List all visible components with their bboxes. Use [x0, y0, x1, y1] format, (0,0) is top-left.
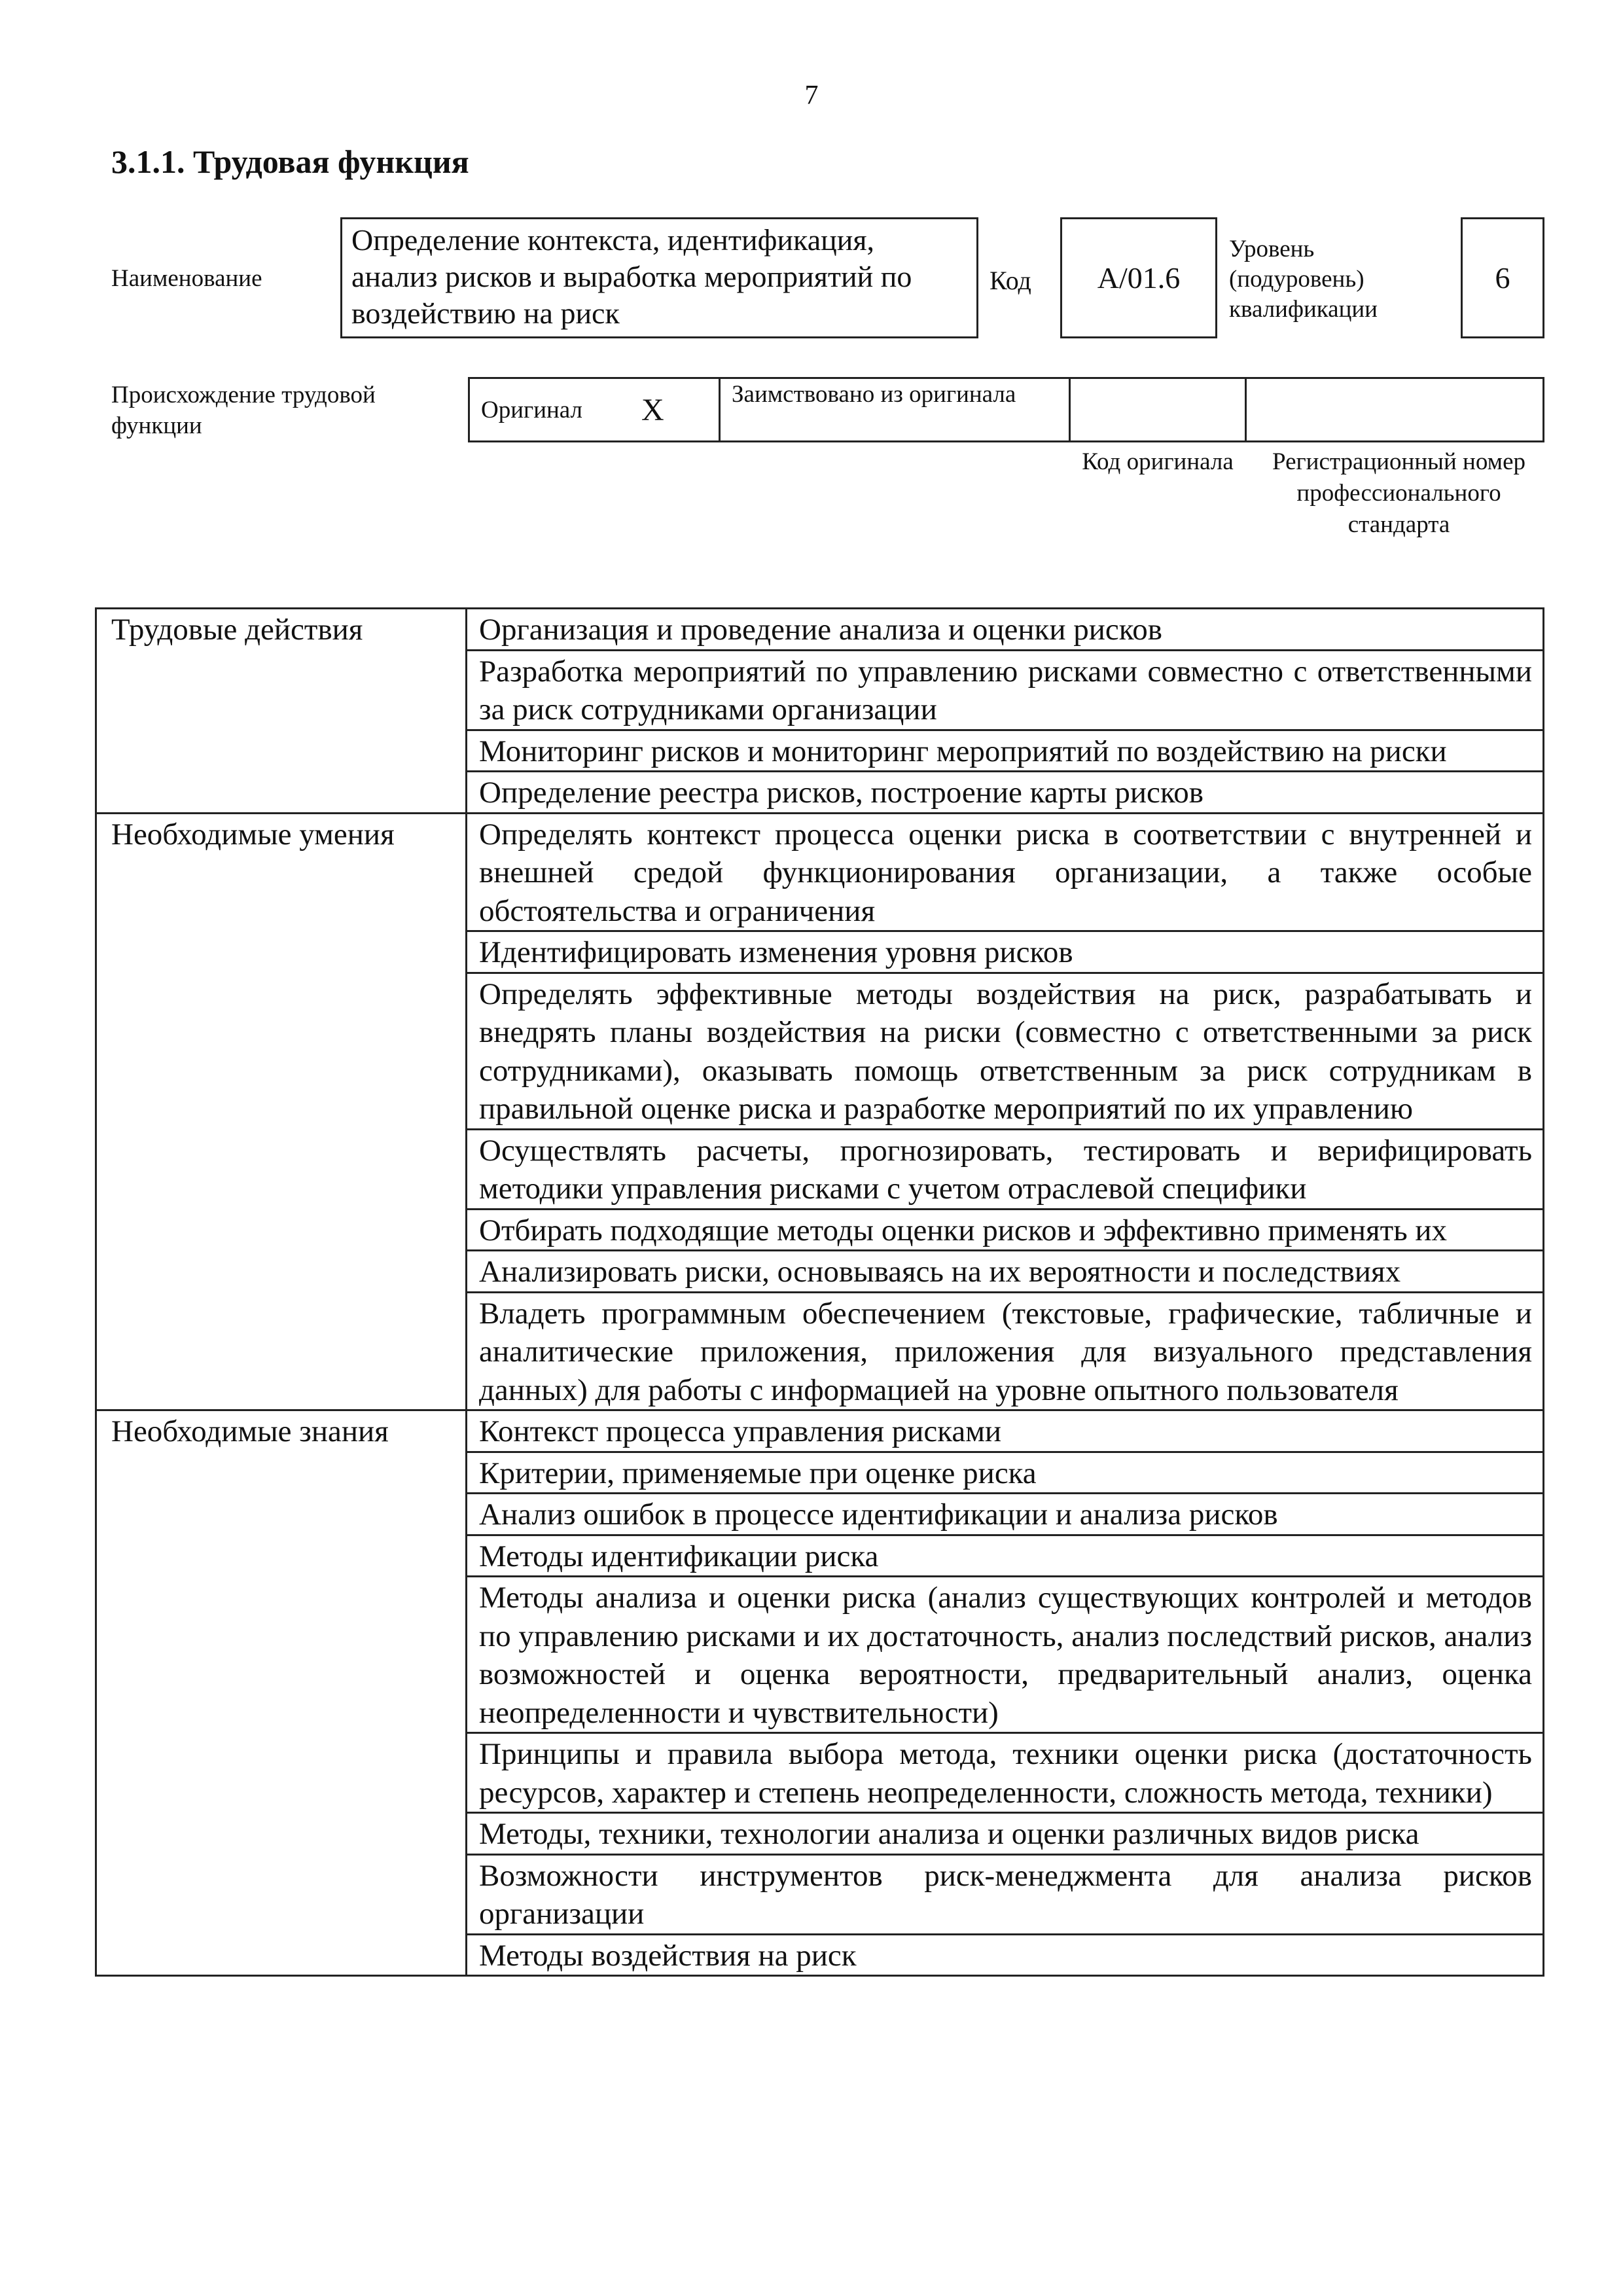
- origin-divider: [719, 377, 721, 442]
- table-row: [96, 813, 1544, 931]
- table-row: [96, 609, 1544, 651]
- item-cell: Организация и проведение анализа и оценки рисков: [467, 609, 1544, 651]
- item-cell: Принципы и правила выбора метода, техники оценки риска (достаточность ресурсов, характер и степень неопределенности, сложность метода, техники): [467, 1733, 1544, 1813]
- item-cell: Критерии, применяемые при оценке риска: [467, 1452, 1544, 1494]
- item-cell: Анализ ошибок в процессе идентификации и анализа рисков: [467, 1494, 1544, 1535]
- item-cell: Разработка мероприятий по управлению рисками совместно с ответственными за риск сотрудниками организации: [467, 650, 1544, 730]
- page-number: 7: [804, 81, 819, 111]
- level-box: [1461, 217, 1544, 338]
- name-label: Наименование: [111, 264, 262, 292]
- origin-divider: [1069, 377, 1071, 442]
- item-cell: Методы идентификации риска: [467, 1535, 1544, 1577]
- reg-caption: Регистрационный номер профессионального стандарта: [1272, 448, 1525, 538]
- origin-divider: [1245, 377, 1247, 442]
- origin-label: Происхождение трудовой функции: [111, 382, 376, 439]
- category-cell: Необходимые знания: [96, 1410, 467, 1976]
- borrowed-label: Заимствовано из оригинала: [732, 381, 1016, 408]
- item-cell: Возможности инструментов риск-менеджмента для анализа рисков организации: [467, 1854, 1544, 1934]
- item-cell: Владеть программным обеспечением (текстовые, графические, табличные и аналитические приложения, приложения для визуального представления данных) для работы с информацией на уровне опытного пользователя: [467, 1292, 1544, 1410]
- original-label: Оригинал: [481, 396, 583, 423]
- item-cell: Мониторинг рисков и мониторинг мероприятий по воздействию на риски: [467, 730, 1544, 772]
- function-name-box: [340, 217, 978, 338]
- item-cell: Определять контекст процесса оценки риска в соответствии с внутренней и внешней средой функционирования организации, а также особые обстоятельства и ограничения: [467, 813, 1544, 931]
- section-title: 3.1.1. Трудовая функция: [111, 143, 469, 180]
- function-name: Определение контекста, идентификация, анализ рисков и выработка мероприятий по воздействию на риск: [351, 223, 912, 330]
- item-cell: Методы воздействия на риск: [467, 1934, 1544, 1976]
- category-cell: Трудовые действия: [96, 609, 467, 814]
- item-cell: Методы, техники, технологии анализа и оценки различных видов риска: [467, 1813, 1544, 1855]
- item-cell: Контекст процесса управления рисками: [467, 1410, 1544, 1452]
- original-mark: X: [641, 392, 664, 427]
- code-label: Код: [990, 265, 1031, 295]
- table-row: [96, 1410, 1544, 1452]
- item-cell: Идентифицировать изменения уровня рисков: [467, 931, 1544, 973]
- code-caption: Код оригинала: [1082, 448, 1234, 475]
- level-value: 6: [1495, 260, 1510, 295]
- item-cell: Определение реестра рисков, построение карты рисков: [467, 772, 1544, 814]
- code-box: [1060, 217, 1217, 338]
- category-cell: Необходимые умения: [96, 813, 467, 1410]
- item-cell: Методы анализа и оценки риска (анализ существующих контролей и методов по управлению рисками и их достаточность, анализ последствий рисков, анализ возможностей и оценка вероятности, предварительный анализ, оценка неопределенности и чувствительности): [467, 1577, 1544, 1733]
- item-cell: Осуществлять расчеты, прогнозировать, тестировать и верифицировать методики управления рисками с учетом отраслевой специфики: [467, 1129, 1544, 1209]
- item-cell: Анализировать риски, основываясь на их вероятности и последствиях: [467, 1251, 1544, 1293]
- code-value: А/01.6: [1097, 260, 1181, 295]
- item-cell: Отбирать подходящие методы оценки рисков и эффективно применять их: [467, 1209, 1544, 1251]
- level-label: Уровень (подуровень) квалификации: [1229, 236, 1378, 323]
- requirements-table: [95, 607, 1544, 1977]
- item-cell: Определять эффективные методы воздействия на риск, разрабатывать и внедрять планы воздействия на риски (совместно с ответственными за риск сотрудниками), оказывать помощь ответственным за риск сотрудникам в правильной оценке риска и разработке мероприятий по их управлению: [467, 973, 1544, 1129]
